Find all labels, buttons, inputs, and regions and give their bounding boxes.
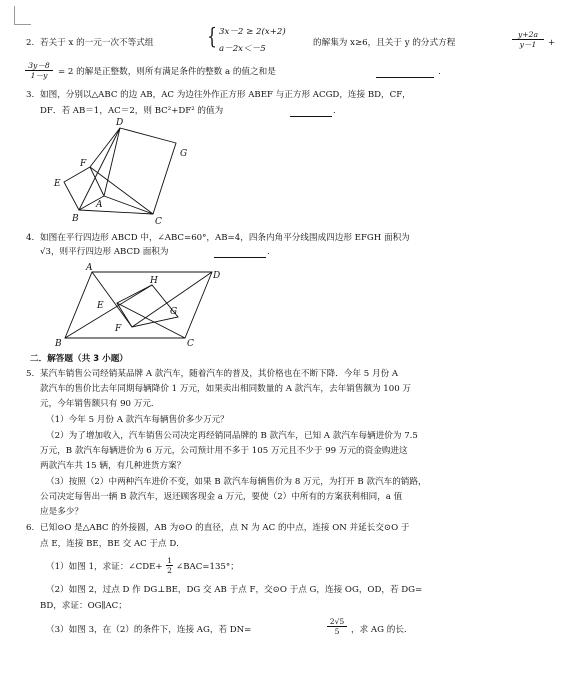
q6-sub2-line2: BD，求证：OG∥AC； [40, 601, 127, 611]
section-2-title: 二．解答题（共 3 小题） [30, 354, 128, 364]
q3-label-e: E [54, 179, 61, 189]
q6-number: 6. [26, 523, 35, 533]
q6-sub1-a: （1）如图 1，求证：∠CDE+ [46, 562, 163, 572]
q3-line2: DF．若 AB＝1，AC＝2，则 BC²+DF² 的值为 [40, 106, 224, 116]
q3-label-c: C [155, 217, 162, 227]
q2-system-line2: a－2x＜－5 [219, 44, 266, 54]
q4-label-b: B [55, 339, 62, 349]
q3-label-a: A [96, 200, 103, 210]
quadrilateral-efgh [117, 285, 178, 327]
q2-system-line1: 3x－2 ≥ 2(x+2) [219, 27, 286, 37]
q2-fraction-1-numerator: y+2a [517, 30, 538, 39]
q6-sub3-b: ，求 AG 的长. [351, 625, 407, 635]
q4-label-h: H [150, 276, 158, 286]
q4-answer-blank [214, 247, 266, 258]
q4-label-f: F [115, 324, 122, 334]
q6-sub3-a: （3）如图 3，在（2）的条件下，连接 AG，若 DN= [46, 625, 252, 635]
q2-brace: { [207, 25, 217, 50]
q6-sub1-fraction [165, 556, 174, 575]
segment-bc [79, 210, 153, 214]
q6-sub3-fraction [326, 617, 348, 636]
q4-label-e: E [97, 301, 104, 311]
q4-label-d: D [213, 271, 221, 281]
q3-label-f: F [80, 159, 87, 169]
q5-number: 5. [26, 369, 35, 379]
q5-sub3-line: 公司决定每售出一辆 B 款汽车，返还顾客现金 a 万元，要使（2）中所有的方案获利相同，a 值 [40, 492, 403, 502]
q2-plus: + [548, 38, 556, 48]
q2-number: 2. [26, 38, 35, 48]
q2-fraction-2-numerator: 3y－8 [28, 61, 50, 70]
segment-bd [79, 128, 120, 210]
q6-sub3-fraction-denominator: 5 [334, 627, 340, 636]
q5-sub2-line: （2）为了增加收入，汽车销售公司决定再经销同品牌的 B 款汽车，已知 A 款汽车每辆进价为 7.5 [46, 431, 418, 441]
q4-label-g: G [170, 307, 178, 317]
q5-sub2-line: 万元，B 款汽车每辆进价为 6 万元，公司预计用不多于 105 万元且不少于 99 万元的资金购进这 [40, 446, 408, 456]
square-acgd [104, 128, 176, 214]
q3-label-d: D [116, 118, 124, 128]
q5-line: 某汽车销售公司经销某品牌 A 款汽车，随着汽车的普及，其价格也在不断下降．今年 5 月份 A [40, 369, 399, 379]
q2-text-c: = 2 的解是正整数，则所有满足条件的整数 a 的值之和是 [58, 67, 276, 77]
q3-label-g: G [180, 149, 188, 159]
q6-line1: 已知⊙O 是△ABC 的外接圆，AB 为⊙O 的直径，点 N 为 AC 的中点，连接 ON 并延长交⊙O 于 [40, 523, 410, 533]
q5-sub1: （1）今年 5 月份 A 款汽车每辆售价多少万元？ [46, 415, 229, 425]
q6-sub2-line1: （2）如图 2，过点 D 作 DG⊥BE，DG 交 AB 于点 F，交⊙O 于点 G，连接 OG，OD，若 DG= [46, 585, 423, 595]
q2-text-a: 若关于 x 的一元一次不等式组 [40, 38, 154, 48]
q5-sub3-line: 应是多少？ [40, 507, 83, 517]
q6-sub1-fraction-denominator: 2 [167, 566, 172, 575]
q6-sub3-fraction-numerator: 2√5 [329, 617, 345, 626]
q6-sub1-b: ∠BAC=135°； [176, 562, 239, 572]
q4-line1: 如图在平行四边形 ABCD 中，∠ABC=60°，AB=4，四条内角平分线围成四边形 EFGH 面积为 [40, 233, 410, 243]
q5-line: 款汽车的售价比去年同期每辆降价 1 万元，如果卖出相同数量的 A 款汽车，去年销售额为 100 万 [40, 384, 412, 394]
q5-line: 元，今年销售额只有 90 万元． [40, 399, 160, 409]
q6-sub1-fraction-numerator: 1 [167, 556, 172, 565]
q5-sub2-line: 两款汽车共 15 辆，有几种进货方案？ [40, 461, 186, 471]
q3-label-b: B [72, 214, 79, 224]
bisector-a [92, 272, 132, 327]
bisector-b [65, 285, 152, 338]
q4-line2: √3，则平行四边形 ABCD 面积为 [40, 247, 169, 257]
q3-line1: 如图，分别以△ABC 的边 AB，AC 为边往外作正方形 ABEF 与正方形 ACGD，连接 BD，CF， [40, 90, 411, 100]
q2-fraction-2-denominator: 1－y [30, 71, 48, 80]
q4-label-c: C [187, 339, 194, 349]
q2-end: . [438, 67, 441, 77]
q3-number: 3. [26, 90, 35, 100]
q2-fraction-1-denominator: y－1 [519, 40, 537, 49]
q4-label-a: A [86, 263, 93, 273]
q6-line2: 点 E，连接 BE，BE 交 AC 于点 D． [40, 539, 185, 549]
q2-text-b: 的解集为 x≥6，且关于 y 的分式方程 [313, 38, 456, 48]
parallelogram-abcd [65, 272, 212, 338]
q5-sub3-line: （3）按照（2）中两种汽车进价不变，如果 B 款汽车每辆售价为 8 万元，为打开 B 款汽车的销路， [46, 477, 427, 487]
q4-number: 4. [26, 233, 35, 243]
q3-end: . [333, 106, 336, 116]
q4-end: . [267, 247, 270, 257]
